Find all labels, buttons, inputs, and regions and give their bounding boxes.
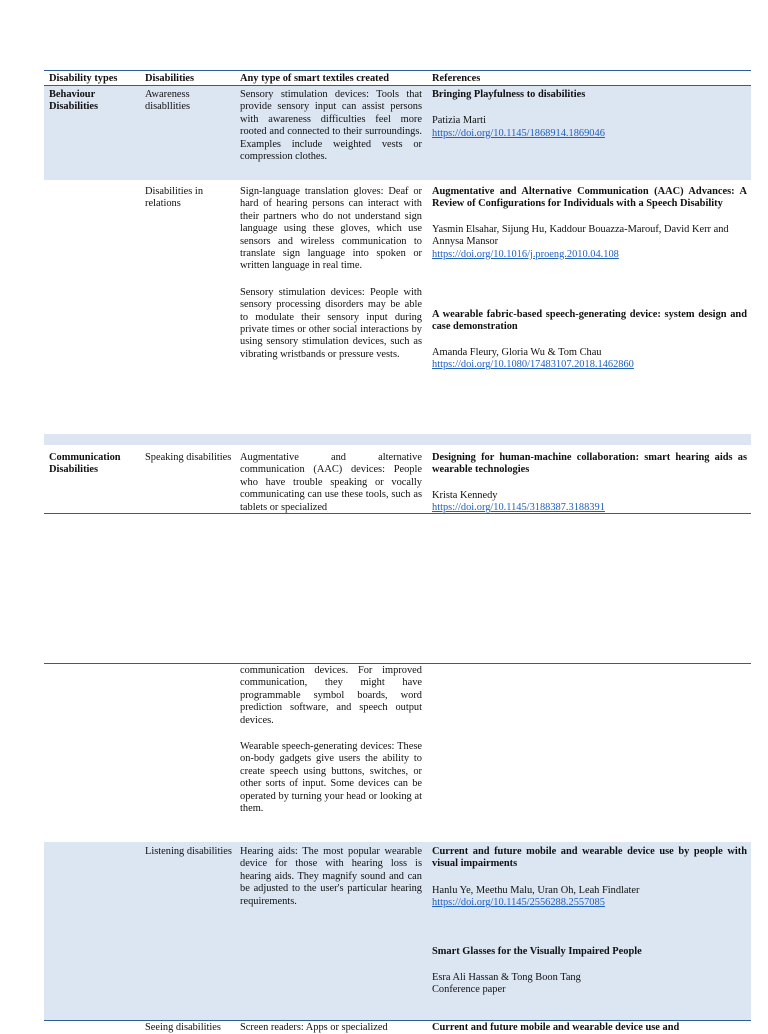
row-rule [44,1020,751,1021]
textiles-continued-p1: communication devices. For improved communication, they might have programmable symbol boards, word prediction software, and speech output devices. [240,665,422,726]
textiles-relations-p1: Sign-language translation gloves: Deaf or hard of hearing persons can interact with their partners who do not understand sign language using these gloves, which use sensors and wireless communication to translate sign language into spoken or written language in real time. [240,186,422,272]
continuation-top-rule [44,663,751,664]
textiles-awareness: Sensory stimulation devices: Tools that provide sensory input can assist persons with awareness difficulties feel more rooted and connected to their surroundings. Examples include weighted vests or compression clothes. [240,89,422,163]
ref-title: Current and future mobile and wearable device use by people with visual impairments [432,846,747,870]
reference-speaking [432,452,747,515]
ref-link[interactable]: https://doi.org/10.1016/j.proeng.2010.04.108 [432,248,619,260]
ref2-link[interactable]: https://doi.org/10.1080/17483107.2018.1462860 [432,359,634,371]
disability-seeing: Seeing disabilities [145,1022,221,1033]
ref-authors: Hanlu Ye, Meethu Malu, Uran Oh, Leah Findlater [432,884,640,896]
ref2-authors: Amanda Fleury, Gloria Wu & Tom Chau [432,346,602,358]
header-disability-types: Disability types [49,73,118,84]
textiles-listening: Hearing aids: The most popular wearable device for those with hearing loss is hearing aids. They magnify sound and can be adjusted to the user's particular hearing requirements. [240,846,422,907]
ref-title: Designing for human-machine collaboration: smart hearing aids as wearable technologies [432,452,747,476]
textiles-speaking-continued [240,665,422,815]
ref2-title: A wearable fabric-based speech-generating device: system design and case demonstration [432,309,747,333]
ref-link[interactable]: https://doi.org/10.1145/3188387.3188391 [432,502,605,514]
header-references: References [432,73,481,84]
reference-awareness [432,89,747,140]
reference-listening [432,846,747,997]
ref-link[interactable]: https://doi.org/10.1145/2556288.2557085 [432,897,605,909]
ref-authors: Yasmin Elsahar, Sijung Hu, Kaddour Bouazza-Marouf, David Kerr and Annysa Mansor [432,223,729,248]
header-disabilities: Disabilities [145,73,195,84]
textiles-continued-p2: Wearable speech-generating devices: These on-body gadgets give users the ability to create speech using buttons, switches, or other sorts of input. Some devices can be operated by turning your head or looking at them. [240,741,422,815]
ref-title: Bringing Playfulness to disabilities [432,89,586,100]
row-band-spacer [44,434,751,445]
ref-title: Augmentative and Alternative Communication (AAC) Advances: A Review of Configurations for Individuals with a Speech Disability [432,186,747,210]
ref2-note: Conference paper [432,984,506,996]
ref-authors: Krista Kennedy [432,489,498,501]
textiles-seeing: Screen readers: Apps or specialized [240,1022,388,1033]
textiles-speaking: Augmentative and alternative communication (AAC) devices: People who have trouble speaking or vocally communicating can use these tools, such as tablets or specialized [240,452,422,513]
reference-seeing: Current and future mobile and wearable device use and [432,1022,680,1033]
disability-relations: Disabilities in relations [145,186,204,210]
disability-listening: Listening disabilities [145,846,232,857]
ref2-title: Smart Glasses for the Visually Impaired People [432,945,642,957]
ref-authors: Patizia Marti [432,115,486,127]
disability-type-communication: Communication Disabilities [49,452,121,476]
disability-type-behaviour: Behaviour Disabilities [49,89,99,113]
ref-link[interactable]: https://doi.org/10.1145/1868914.1869046 [432,127,605,139]
reference-relations [432,186,747,372]
textiles-relations [240,186,422,361]
header-smart-textiles: Any type of smart textiles created [240,73,389,84]
disability-awareness: Awareness disabllities [145,89,191,113]
table-top-rule [44,70,751,71]
ref2-authors: Esra Ali Hassan & Tong Boon Tang [432,972,581,984]
textiles-relations-p2: Sensory stimulation devices: People with sensory processing disorders may be able to modulate their sensory input during private times or other social interactions by using sensory stimulation devices, such as vibrating wristbands or pressure vests. [240,286,422,360]
disability-speaking: Speaking disabilities [145,452,232,463]
